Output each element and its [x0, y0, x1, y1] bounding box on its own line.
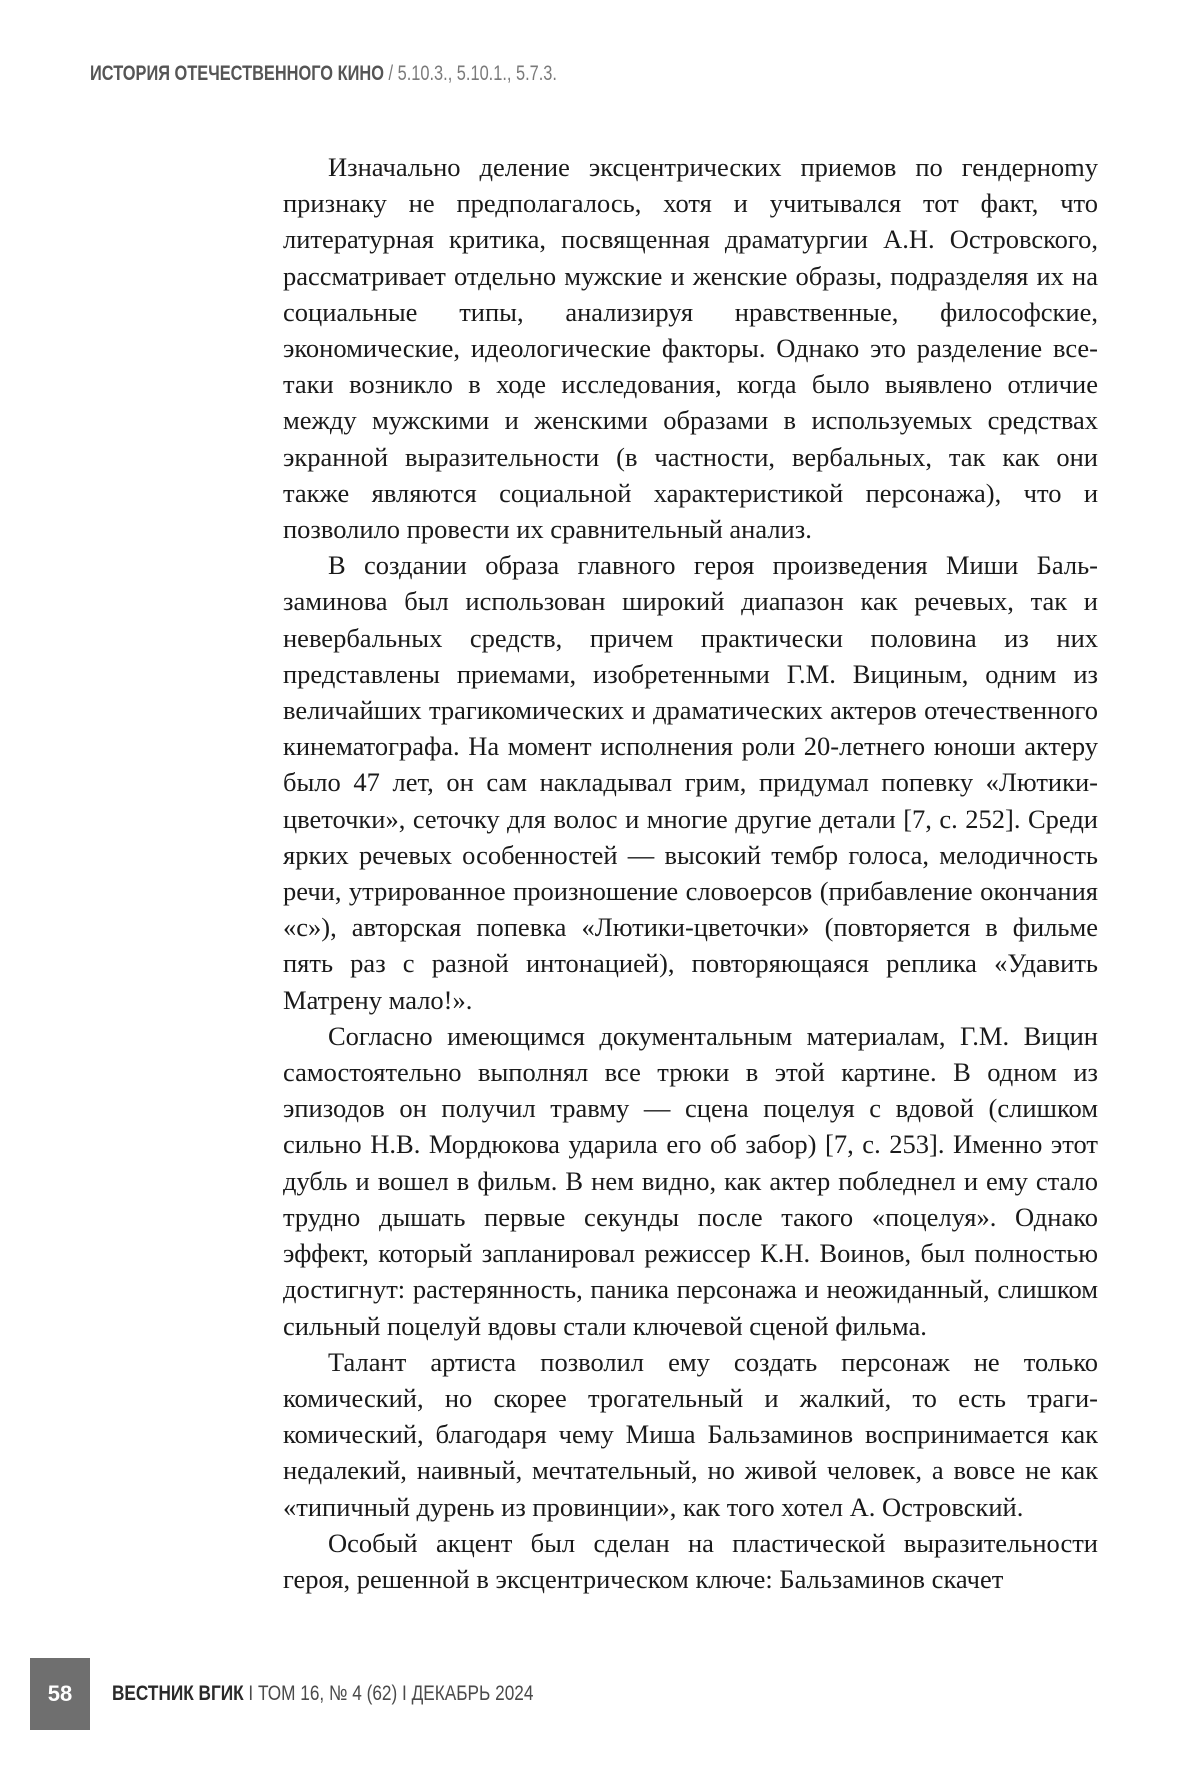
- page-number: 58: [30, 1658, 90, 1730]
- journal-info: [112, 1682, 533, 1706]
- paragraph: В создании образа главного героя произведения Миши Бальзаминова был использован широкий диапазон как речевых, так и невербальных средств, причем практически половина из них представлены приемами, изобретенными Г.М. Вициным, одним из величайших трагикомических и драматических актеров отечественного кинематографа. На момент исполнения роли 20-летнего юноши актеру было 47 лет, он сам накладывал грим, придумал попевку «Лютики-цветочки», сеточку для волос и многие другие детали [7, с. 252]. Среди ярких речевых особенностей — высокий тембр голоса, мелодичность речи, утрированное произношение словоерсов (прибавление окончания «с»), авторская попевка «Лютики-цветочки» (повторяется в фильме пять раз с разной интонацией), повторяющаяся реплика «Удавить Матрену мало!».: [283, 550, 1098, 1015]
- paragraph: Изначально деление эксцентрических приемов по гендерноmу признаку не предполагалось, хотя и учитывался тот факт, что литературная критика, посвященная драматургии А.Н. Островского, рассматривает отдельно мужские и женские образы, подразделяя их на социальные типы, анализируя нравственные, философские, экономические, идеологические факторы. Однако это разделение все-таки возникло в ходе исследования, когда было выявлено отличие между мужскими и женскими образами в используемых средствах экранной выразительности (в частности, вербальных, так как они также являются социальной характеристикой персонажа), что и позволило провести их сравнительный анализ.: [283, 152, 1098, 545]
- issue-info: I ТОМ 16, № 4 (62) I ДЕКАБРЬ 2024: [243, 1682, 534, 1705]
- section-title: ИСТОРИЯ ОТЕЧЕСТВЕННОГО КИНО: [90, 62, 384, 85]
- page-footer: [30, 1658, 626, 1730]
- paragraph: Талант артиста позволил ему создать персонаж не только комический, но скорее трогательный и жалкий, то есть трагикомический, благодаря чему Миша Бальзаминов воспринимается как недалекий, наивный, мечтательный, но живой человек, а вовсе не как «типичный дурень из провинции», как того хотел А. Островский.: [283, 1346, 1098, 1522]
- running-head: [90, 62, 557, 86]
- paragraph: Особый акцент был сделан на пластической выразительности героя, решенной в эксцентрическом ключе: Бальзаминов скачет: [283, 1527, 1098, 1594]
- journal-name: ВЕСТНИК ВГИК: [112, 1682, 244, 1705]
- section-codes: / 5.10.3., 5.10.1., 5.7.3.: [383, 62, 557, 85]
- article-body: [283, 149, 1098, 1597]
- paragraph: Согласно имеющимся документальным материалам, Г.М. Вицин самостоятельно выполнял все трюки в этой картине. В одном из эпизодов он получил травму — сцена поцелуя с вдовой (слишком сильно Н.В. Мордюкова ударила его об забор) [7, с. 253]. Именно этот дубль и вошел в фильм. В нем видно, как актер побледнел и ему стало трудно дышать первые секунды после такого «поцелуя». Однако эффект, который запланировал режиссер К.Н. Воинов, был полностью достигнут: растерянность, паника персонажа и неожиданный, слишком сильный поцелуй вдовы стали ключевой сценой фильма.: [283, 1020, 1098, 1341]
